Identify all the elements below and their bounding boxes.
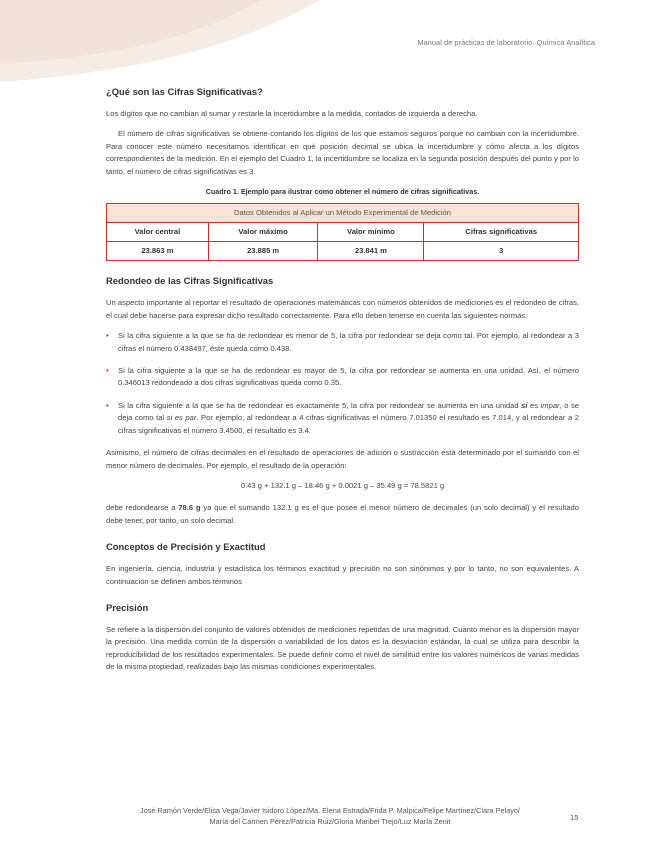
paragraph-explanation: El número de cifras significativas se obtiene contando los dígitos de los que estamos seguros porque no cambian con la incertidumbre. Para conocer este número necesitamos identificar en qué posición decimal se ubica la incertidumbre y cómo afecta a los dígitos correspondientes de la medición. En el ejemplo del Cuadro 1, la incertidumbre se localiza en la segunda posición después del punto y por lo tanto, el número de cifras significativas es 3. [106, 129, 579, 176]
paragraph-conceptos: En ingeniería, ciencia, industria y estadística los términos exactitud y precisión no son sinónimos y por lo tanto, no son equivalentes. A continuación se definen ambos términos [106, 564, 579, 586]
section-heading-precision: Precisión [106, 601, 149, 613]
column-header: Valor central [107, 223, 209, 242]
running-header: Manual de prácticas de laboratorio. Química Analítica [417, 38, 595, 47]
data-table [106, 203, 579, 261]
table-cell: 23.841 m [318, 242, 424, 261]
table-cell: 3 [424, 242, 579, 261]
rounded-value: 78.6 g [178, 503, 201, 513]
list-item-text: Si la cifra siguiente a la que se ha de redondear es mayor de 5, la cifra por redondear se aumenta en una unidad. Así, el número 0.346013 redondeado a dos cifras significativas queda como 0.35. [118, 366, 579, 388]
footer-authors [120, 806, 540, 827]
page-number: 15 [570, 813, 579, 822]
table-title: Datos Obtenidos al Aplicar un Método Experimental de Medición [107, 204, 579, 223]
table-caption: Cuadro 1. Ejemplo para ilustrar como obtener el número de cifras significativas. [205, 187, 480, 197]
section-heading-conceptos: Conceptos de Precisión y Exactitud [106, 541, 266, 553]
emphasis-impar: impar [540, 400, 560, 410]
column-header: Cifras significativas [424, 223, 579, 242]
paragraph-text: ya que el sumando 132.1 g es el que posee el menor número de decimales (un solo decimal) y el resultado debe tener, por tanto, un solo decimal. [106, 503, 579, 525]
column-header: Valor máximo [208, 223, 318, 242]
paragraph-rounding-result [106, 502, 579, 527]
bullet-icon: • [106, 366, 109, 376]
list-item-text: Si la cifra siguiente a la que se ha de redondear es menor de 5, la cifra por redondear se deja como tal. Por ejemplo, al redondear a 3 cifras el número 0.438497, éste queda como 0.438. [118, 331, 579, 353]
column-header: Valor mínimo [318, 223, 424, 242]
list-item [106, 400, 579, 437]
equation: 0.43 g + 132.1 g – 18.46 g + 0.0021 g – 35.49 g = 78.5821 g [240, 480, 445, 490]
paragraph-decimals: Asimismo, el número de cifras decimales en el resultado de operaciones de adición o sustracción está determinado por el sumando con el menor número de decimales. Por ejemplo, el resultado de la operación: [106, 448, 579, 470]
emphasis-si-es-par: si es par [166, 413, 197, 423]
section-heading-redondeo: Redondeo de las Cifras Significativas [106, 275, 274, 287]
authors-line: José Ramón Verde/Elisa Vega/Javier Isidoro López/Ma. Elena Estrada/Frida P. Malpica/Felipe Martínez/Clara Pelayo/ [140, 806, 520, 815]
table-cell: 23.885 m [208, 242, 318, 261]
section-heading-cifras: ¿Qué son las Cifras Significativas? [106, 86, 263, 97]
rounding-rules-list [106, 330, 579, 437]
paragraph-precision: Se refiere a la dispersión del conjunto de valores obtenidos de mediciones repetidas de una magnitud. Cuanto menor es la dispersión mayor la precisión. Una medida común de la dispersión o variabilidad de los datos es la desviación estándar, la cual se utiliza para describir la reproducibilidad de los resultados experimentales. Se puede definir como el nivel de similitud entre los valores numéricos de varias medidas de la misma propiedad, realizadas bajo las mismas condiciones experimentales. [106, 624, 579, 672]
list-item-text: es [527, 400, 541, 410]
authors-line: María del Carmen Pérez/Patricia Ruiz/Gloria Maribel Trejo/Luz María Zenit [209, 816, 451, 826]
main-content [106, 86, 579, 682]
bullet-icon: • [106, 400, 109, 410]
paragraph-redondeo-intro: Un aspecto importante al reportar el resultado de operaciones matemáticas con números obtenidos de mediciones es el redondeo de cifras, el cual debe hacerse para expresar dicho resultado correctamente. Para ello deben tenerse en cuenta las siguientes normas: [106, 298, 579, 320]
list-item-text: . Por ejemplo, al redondear a 4 cifras significativas el número 7.01350 el resultado es 7.014, y al redondear a 2 cifras significativas el número 3.4500, el resultado es 3.4. [118, 413, 579, 435]
list-item [106, 330, 579, 355]
emphasis-si: si [521, 400, 528, 410]
list-item [106, 365, 579, 390]
list-item-text: Si la cifra siguiente a la que se ha de redondear es exactamente 5, la cifra por redondear se aumenta en una unidad [118, 400, 522, 410]
paragraph-definition: Los dígitos que no cambian al sumar y restarle la incertidumbre a la medida, contados de izquierda a derecha. [106, 109, 478, 118]
table-cell: 23.863 m [107, 242, 209, 261]
paragraph-text: debe redondearse a [106, 503, 179, 513]
bullet-icon: • [106, 331, 109, 341]
table-row [107, 242, 579, 261]
list-item-text: , o se deja como tal [118, 400, 579, 423]
